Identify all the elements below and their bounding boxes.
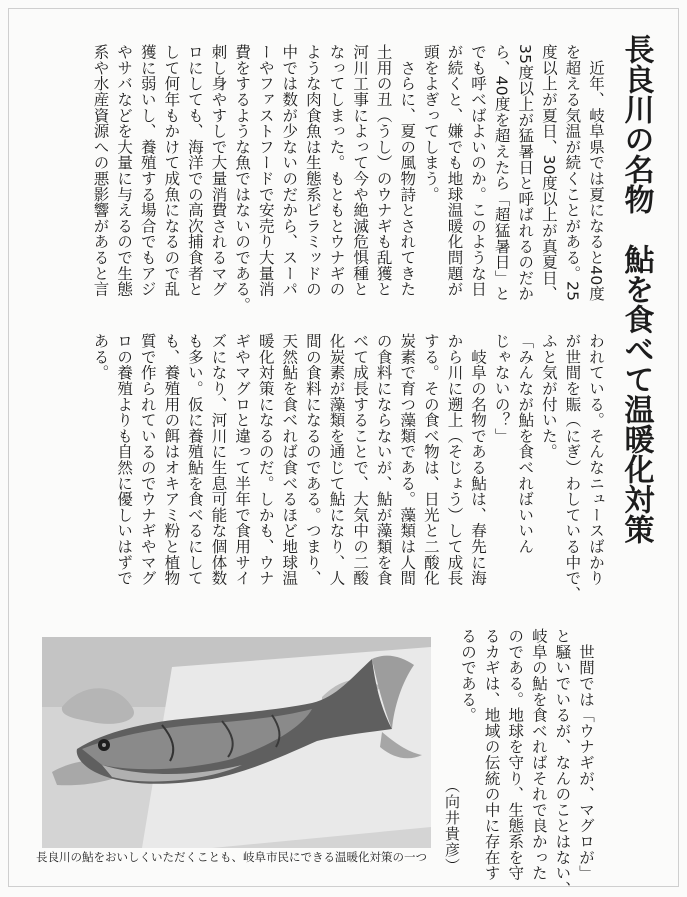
body-text-line: われている。そんなニュースばかり — [587, 333, 605, 586]
body-text-line: 河川工事によって今や絶滅危惧種と — [351, 44, 370, 297]
body-text-line: ズになり、河川に生息可能な個体数 — [209, 333, 228, 586]
body-text-line: ふと気が付いた。 — [539, 333, 558, 460]
article-body-middle — [88, 333, 607, 623]
body-text-line: 土用の丑（うし）のウナギも乱獲と — [374, 44, 393, 297]
photo-caption: 長良川の鮎をおいしくいただくことも、岐阜市民にできる温暖化対策の一つ — [36, 850, 427, 864]
body-text-line: るのである。 — [459, 628, 478, 723]
body-text-line: ら、40度を超えたら「超猛暑日」と — [492, 44, 511, 302]
body-text-line: ロにしても、海洋での高次捕食者と — [185, 44, 204, 297]
body-text-line: も、養殖用の餌はオキアミ粉と植物 — [162, 333, 181, 586]
body-text-line: でも呼べばよいのか。このような日 — [469, 44, 488, 297]
body-text-line: も多い。仮に養殖鮎を食べるにして — [185, 333, 204, 586]
body-text-line: ーやファストフードで安売り大量消 — [256, 44, 275, 297]
body-text-line: 系や水産資源への悪影響があると言 — [91, 44, 110, 297]
body-text-line: 「みんなが鮎を食べればいいん — [516, 333, 535, 555]
article-title-line1: 長良川の名物 — [618, 34, 654, 214]
body-text-line: 質で作られているのでウナギやマグ — [138, 333, 157, 586]
article-body-top — [88, 44, 607, 322]
body-text-line: 天然鮎を食べれば食べるほど地球温 — [280, 333, 299, 586]
body-text-line: るカギは、地域の伝統の中に存在す — [482, 628, 501, 881]
body-text-line: と騒いでいるが、なんのことはない、 — [553, 628, 572, 897]
body-text-line: して何年もかけて成魚になるので乱 — [162, 44, 181, 297]
body-text-line: 暖化対策になるのだ。しかも、ウナ — [256, 333, 275, 586]
body-text-line: 刺し身やすしで大量消費されるマグ — [209, 44, 228, 297]
body-text-line: 間の食料になるのである。つまり、 — [303, 333, 322, 586]
body-text-line: 35度以上が猛暑日と呼ばれるのだか — [516, 44, 535, 302]
body-text-line: べて成長することで、大気中の二酸 — [351, 333, 370, 586]
body-text-line: 近年、岐阜県では夏になると40度 — [587, 44, 605, 302]
body-text-line: 炭素で育つ藻類である。藻類は人間 — [398, 333, 417, 586]
body-text-line: 岐阜の鮎を食べればそれで良かった — [529, 628, 548, 881]
body-text-line: ような肉食魚は生態系ピラミッドの — [303, 44, 322, 297]
body-text-line: が世間を賑（にぎ）わしている中で、 — [563, 333, 582, 602]
body-text-line: を超える気温が続くことがある。25 — [563, 44, 582, 302]
body-text-line: 世間では「ウナギが、マグロが」 — [577, 628, 595, 881]
body-text-line: さらに、夏の風物詩とされてきた — [398, 44, 417, 297]
author-byline: （向井貴彦） — [443, 778, 461, 874]
body-text-line: 費をするような魚ではないのである。 — [233, 44, 252, 313]
body-text-line: ギやマグロと違って半年で食用サイ — [233, 333, 252, 586]
grilled-fish-image — [42, 637, 431, 848]
body-text-line: から川に遡上（そじょう）して成長 — [445, 333, 464, 586]
body-text-line: のである。地球を守り、生態系を守 — [506, 628, 525, 881]
body-text-line: ロの養殖よりも自然に優しいはずで — [115, 333, 134, 586]
body-text-line: が続くと、嫌でも地球温暖化問題が — [445, 44, 464, 297]
body-text-line: 中では数が少ないのだから、スーパ — [280, 44, 299, 297]
body-text-line: 岐阜の名物である鮎は、春先に海 — [469, 333, 488, 586]
body-text-line: する。その食べ物は、日光と二酸化 — [421, 333, 440, 586]
body-text-line: 頭をよぎってしまう。 — [421, 44, 440, 202]
body-text-line: 獲に弱いし、養殖する場合でもアジ — [138, 44, 157, 297]
body-text-line: 度以上が夏日、30度以上が真夏日、 — [539, 44, 558, 302]
article-body-bottom — [455, 628, 597, 897]
body-text-line: やサバなどを大量に与えるので生態 — [115, 44, 134, 297]
body-text-line: なってしまった。もともとウナギの — [327, 44, 346, 297]
body-text-line: の食料にならないが、鮎が藻類を食 — [374, 333, 393, 586]
ayu-fish-photo — [42, 637, 431, 848]
body-text-line: じゃないの？」 — [492, 333, 511, 444]
article-title-line2: 鮎を食べて温暖化対策 — [618, 244, 654, 544]
body-text-line: 化炭素が藻類を通じて鮎になり、人 — [327, 333, 346, 586]
body-text-line: ある。 — [91, 333, 110, 381]
